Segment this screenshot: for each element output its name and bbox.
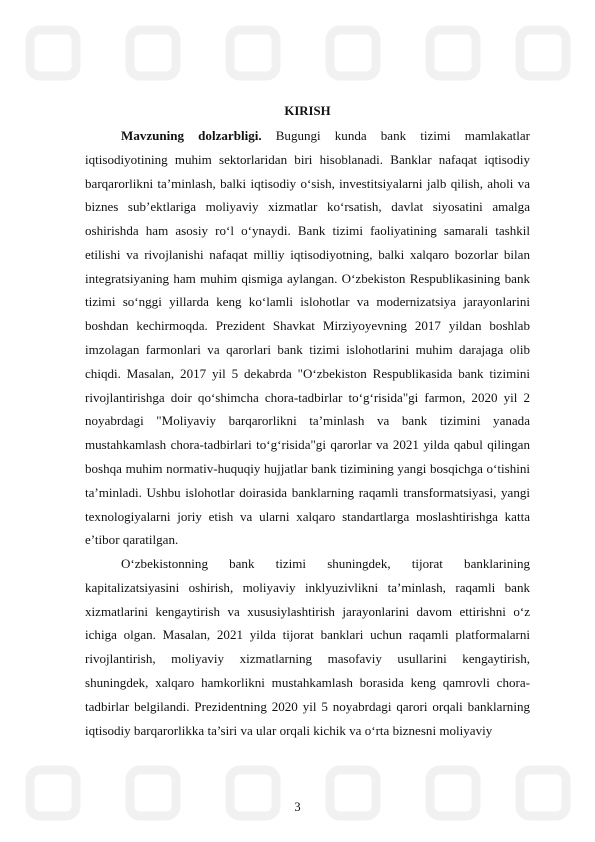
section-heading: KIRISH [284, 104, 331, 118]
paragraph-banking-system [85, 552, 530, 742]
paragraph-lead: Mavzuning dolzarbligi. [121, 128, 262, 143]
paragraph-body: Bugungi kunda bank tizimi mamlakatlar iqtisodiyotining muhim sektorlaridan biri hisoblanadi. Banklar nafaqat iqtisodiy barqarorlikni ta’minlash, balki iqtisodiy o‘sish, investitsiyalarni jalb qilish, aholi va biznes sub’ektlariga moliyaviy xizmatlar ko‘rsatish, davlat siyosatini amalga oshirishda ham asosiy ro‘l o‘ynaydi. Bank tizimi faoliyatining samarali tashkil etilishi va rivojlanishi nafaqat milliy iqtisodiyotning, balki xalqaro bozorlar bilan integratsiyaning ham muhim qismiga aylangan. O‘zbekiston Respublikasining bank tizimi so‘nggi yillarda keng ko‘lamli islohotlar va modernizatsiya jarayonlarini boshdan kechirmoqda. Prezident Shavkat Mirziyoyevning 2017 yildan boshlab imzolagan farmonlari va qarorlari bank tizimi islohotlarini muhim darajaga olib chiqdi. Masalan, 2017 yil 5 dekabrda "O‘zbekiston Respublikasida bank tizimini rivojlantirishga doir qo‘shimcha chora-tadbirlar to‘g‘risida"gi farmon, 2020 yil 2 noyabrdagi "Moliyaviy barqarorlikni ta’minlash va bank tizimini yanada mustahkamlash chora-tadbirlari to‘g‘risida"gi qarorlar va 2021 yilda qabul qilingan boshqa muhim normativ-huquqiy hujjatlar bank tizimining yangi bosqichga o‘tishini ta’minladi. Ushbu islohotlar doirasida banklarning raqamli transformatsiyasi, yangi texnologiyalarni joriy etish va ularni xalqaro standartlarga moslashtirishga katta e’tibor qaratilgan. [85, 128, 530, 548]
page-number: 3 [294, 800, 301, 814]
document-page [85, 100, 530, 742]
paragraph-body: O‘zbekistonning bank tizimi shuningdek, tijorat banklarining kapitalizatsiyasini oshirish, moliyaviy inklyuzivlikni ta’minlash, raqamli bank xizmatlarini kengaytirish va xususiylashtirish jarayonlarini davom ettirishni o‘z ichiga olgan. Masalan, 2021 yilda tijorat banklari uchun raqamli platformalarni rivojlantirish, moliyaviy xizmatlarning masofaviy usullarini kengaytirish, shuningdek, xalqaro hamkorlikni mustahkamlash borasida keng qamrovli chora-tadbirlar belgilandi. Prezidentning 2020 yil 5 noyabrdagi qarori orqali banklarning iqtisodiy barqarorlikka ta’siri va ular orqali kichik va o‘rta biznesni moliyaviy [85, 556, 530, 738]
paragraph-relevance [85, 124, 530, 552]
